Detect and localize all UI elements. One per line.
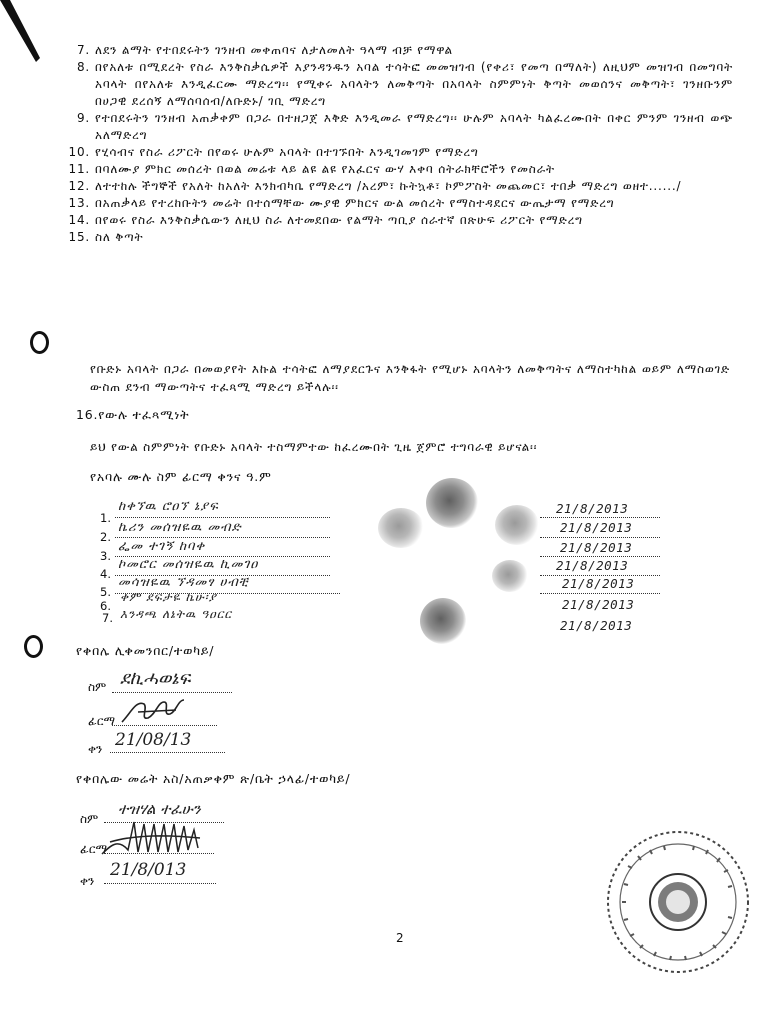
date-line xyxy=(110,752,225,753)
item-number: 12. xyxy=(68,179,90,193)
date-line xyxy=(540,517,660,518)
land-office-title: የቀበሌው መሬት አስ/አጠቃቀም ጽ/ቤት ኃላፊ/ተወካይ/ xyxy=(76,771,351,786)
item-text: በየወሩ የስራ እንቅስቃሴውን ለዚህ ስራ ለተመደበው የልማት ጣቢያ ሰራተኛ በጽሁፍ ሪፖርት የማድረግ xyxy=(95,213,583,227)
name-line xyxy=(112,692,232,693)
item-number: 11. xyxy=(68,162,90,176)
item-text: ለደን ልማት የተበደሩትን ገንዘብ መቀጠባና ለታለመለት ዓላማ ብቻ የማዋል xyxy=(95,43,453,57)
signature-date: 21/8/2013 xyxy=(560,618,633,633)
member-name: ቀም ደፍታዬ ኬሁ፡ያ xyxy=(120,590,217,604)
row-number: 4. xyxy=(100,567,111,581)
name-line xyxy=(115,517,330,518)
item-text: ስለ ቅጣት xyxy=(95,230,144,244)
signature-label: ፊርማ xyxy=(88,714,116,728)
item-number: 15. xyxy=(68,230,90,244)
item-number: 13. xyxy=(68,196,90,210)
row-number: 6. xyxy=(100,599,111,613)
kebele-chairman-title: የቀበሌ ሊቀመንበር/ተወካይ/ xyxy=(76,643,215,658)
signature-label: ፊርማ xyxy=(80,842,108,856)
item-text: በየአለቱ በሚደረት የስራ እንቅስቃሴዎች እያንዳንዱን አባል ተሳትፎ መመዝገብ (የቀሪ፣ የመጣ በማለት) ለዚህም መዝገብ በመግባት አባላት በየአለቱ እንዲፈርሙ ማድረግ፡፡ የሚቀሩ አባላትን ለመቅጣት በአባላት ስምምነት ቅጣት መወሰንና መቅጣት፣ ገንዘቡንም በሀጋዊ ደረሰኝ ለማሰባሰብ/ለቡድኑ/ ገቢ ማድረግ xyxy=(95,60,733,108)
name-line xyxy=(115,537,330,538)
office-representative-name: ተዝሃል ተፈሁን xyxy=(118,800,201,818)
item-text: የሂሳብና የስራ ሪፖርት በየወሩ ሁሉም አባላት በተገኙበት እንዲገመገም የማድረግ xyxy=(95,145,479,159)
date-line xyxy=(104,883,216,884)
item-text: የተበደሩትን ገንዘብ አጠቃቀም በጋራ በተዘጋጀ እቅድ እንዲመራ የማድረግ፡፡ ሁሉም አባላት ካልፈረሙበት በቀር ምንም ገንዘብ ወጭ አለማድረግ xyxy=(95,111,733,142)
date-label: ቀን xyxy=(80,874,95,888)
name-label: ስም xyxy=(80,812,99,826)
signature-date: 21/8/2013 xyxy=(560,540,633,555)
signature-line xyxy=(104,853,214,854)
item-text: በአጠቃላይ የተረከቡትን መሬት በተሰማቸው ሙያዊ ምክርና ውል መሰረት የማስተዳደርና ውጤታማ የማድረግ xyxy=(95,196,615,210)
member-name: መሳዝዬዉ ኘዳመፃ ሀብቺ xyxy=(118,575,249,590)
item-text: ለተተከሉ ችግኞች የአለት ከአለት እንክብካቤ የማድረግ /አረም፣ ኩትኳቶ፣ ኮምፖስት መጨመር፣ ተበቃ ማድረግ ወዘተ....../ xyxy=(95,179,682,193)
signature-date: 21/8/2013 xyxy=(562,597,635,612)
signature-date: 21/8/2013 xyxy=(562,576,635,591)
chairman-date: 21/08/13 xyxy=(115,730,192,750)
item-text: በባለሙያ ምክር መሰረት በወል መሬቱ ላይ ልዩ ልዩ የአፈርና ውሃ እቀባ ሰትራክቸሮችን የመስራት xyxy=(95,162,555,176)
section-16-heading: 16.የውሉ ተፈጻሚነት xyxy=(76,407,190,422)
row-number: 5. xyxy=(100,585,111,599)
member-name: ኮመሮር መሰዝዬዉ ኪመገዐ xyxy=(118,557,259,572)
section-16-text: ይህ የውል ስምምነት የቡድኑ አባላት ተስማምተው ከፈረሙበት ጊዜ ጀምሮ ተግባራዊ ይሆናል፡፡ xyxy=(90,440,538,454)
date-label: ቀን xyxy=(88,742,103,756)
item-number: 7. xyxy=(76,43,90,57)
member-name: ኬሪን መሰዝዬዉ መብድ xyxy=(118,520,242,535)
date-line xyxy=(540,593,660,594)
signature-line xyxy=(112,725,217,726)
row-number: 2. xyxy=(100,530,111,544)
item-number: 8. xyxy=(76,60,90,74)
item-number: 10. xyxy=(68,145,90,159)
name-label: ስም xyxy=(88,680,107,694)
member-name: ከቀኘዉ ሮዐኘ ኔያፍ xyxy=(118,499,219,514)
signature-table-header: የአባሉ ሙሉ ስም ፊርማ ቀንና ዓ.ም xyxy=(90,469,272,484)
penalty-paragraph: የቡድኑ አባላት በጋራ በመወያየት እኩል ተሳትፎ ለማያደርጉና እንቅፋት የሚሆኑ አባላትን ለመቅጣትና ለማስተካከል ወይም ለማስወገድ ውስጠ ደንብ ማውጣትና ተፈጻሚ ማድረግ ይችላሉ፡፡ xyxy=(90,362,730,394)
date-line xyxy=(540,556,660,557)
signature-date: 21/8/2013 xyxy=(560,520,633,535)
office-signature xyxy=(100,816,215,858)
signature-date: 21/8/2013 xyxy=(556,501,629,516)
member-name: እንዳጫ ለኔትዉ ዓዐርር xyxy=(120,607,233,621)
date-line xyxy=(540,537,660,538)
row-number: 7. xyxy=(102,611,113,625)
official-stamp xyxy=(598,826,754,976)
item-number: 9. xyxy=(76,111,90,125)
page-number: 2 xyxy=(396,931,404,945)
signature-date: 21/8/2013 xyxy=(556,558,629,573)
row-number: 1. xyxy=(100,511,111,525)
office-date: 21/8/013 xyxy=(110,860,187,880)
row-number: 3. xyxy=(100,549,111,563)
chairman-signature xyxy=(118,694,190,728)
item-number: 14. xyxy=(68,213,90,227)
chairman-name: ደኪሓወኔፍ xyxy=(120,668,191,689)
member-name: ፌመ ተገኝ ከባቀ xyxy=(118,539,206,554)
